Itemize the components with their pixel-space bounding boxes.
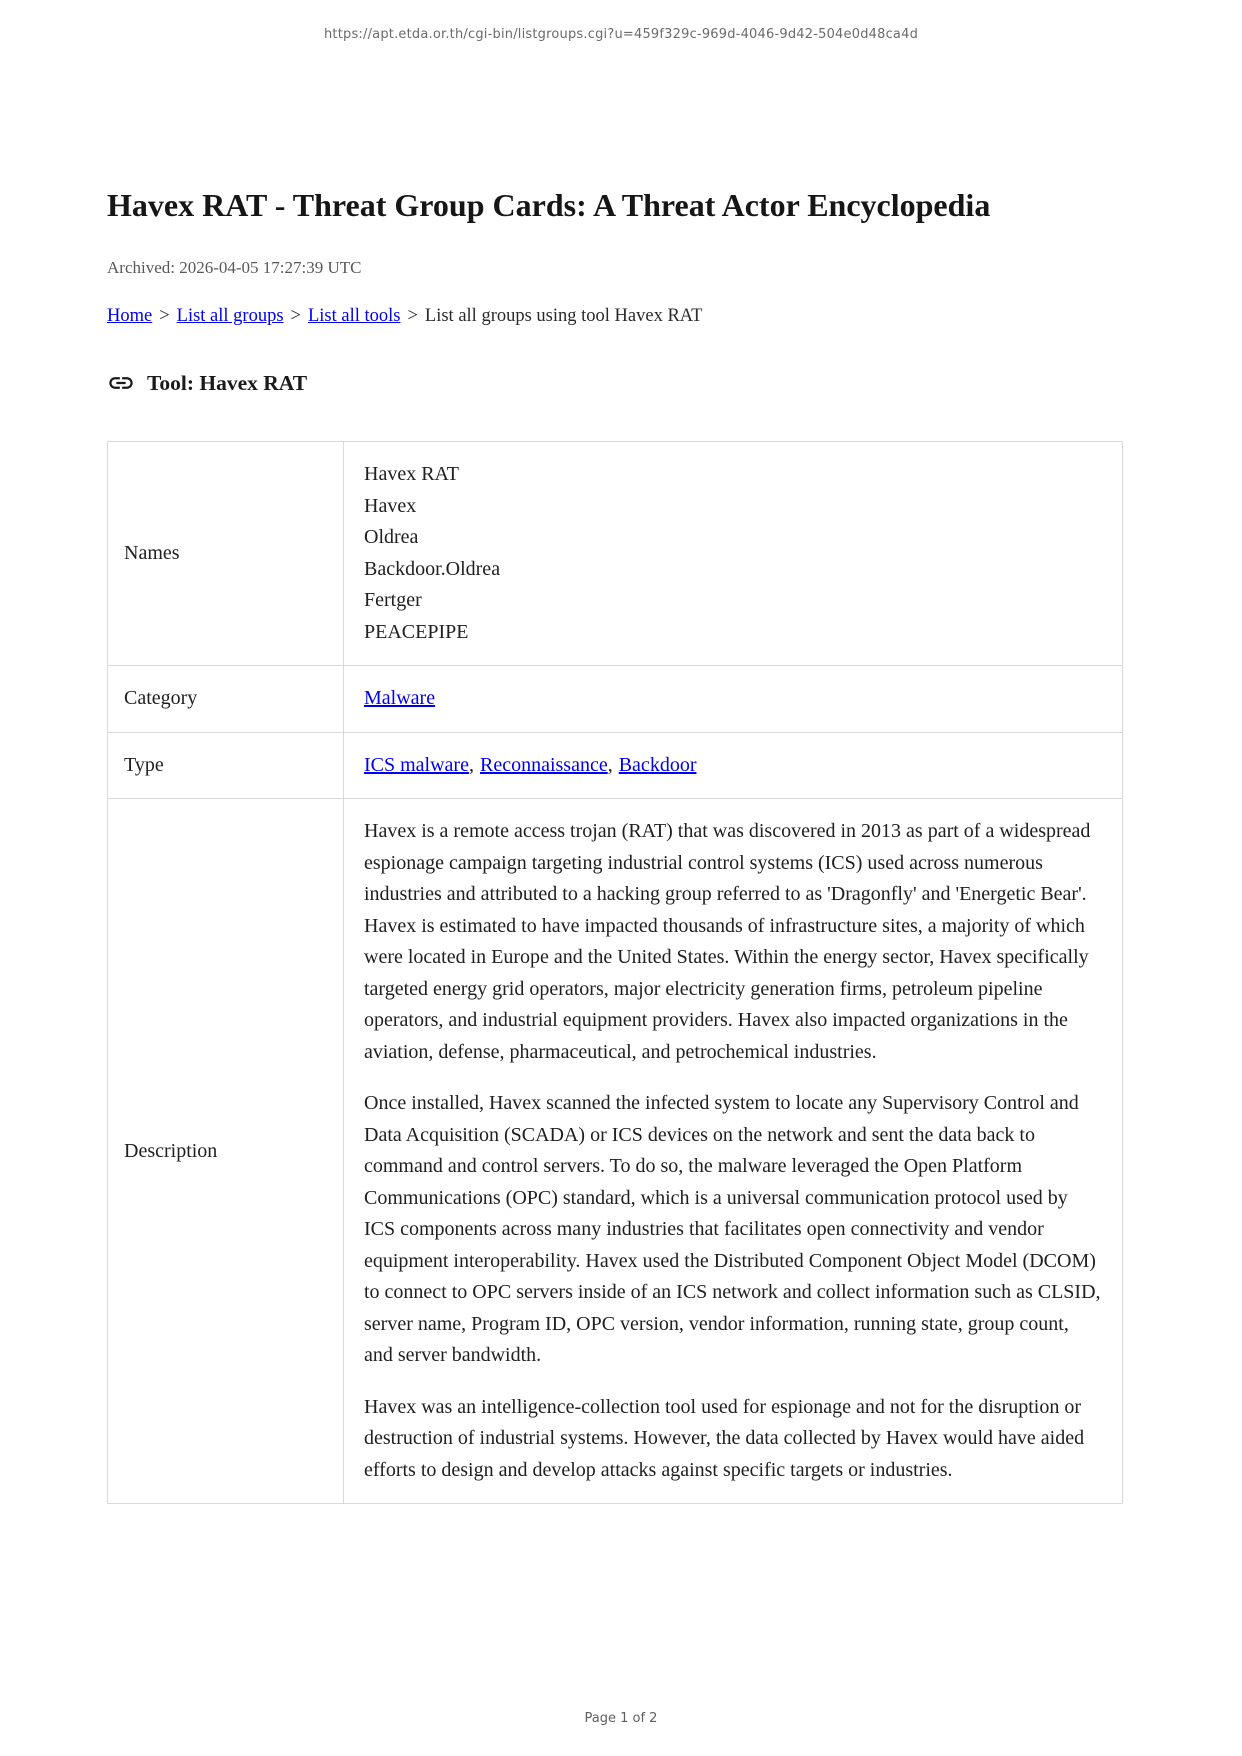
- breadcrumb-separator: >: [407, 306, 418, 327]
- tool-details-table: [107, 441, 1123, 1504]
- page-title: Havex RAT - Threat Group Cards: A Threat Actor Encyclopedia: [107, 187, 991, 223]
- description-paragraph: Once installed, Havex scanned the infected system to locate any Supervisory Control and Data Acquisition (SCADA) or ICS devices on the network and sent the data back to command and control servers. To do so, the malware leveraged the Open Platform Communications (OPC) standard, which is a universal communication protocol used by ICS components across many industries that facilitates open connectivity and vendor equipment interoperability. Havex used the Distributed Component Object Model (DCOM) to connect to OPC servers inside of an ICS network and collect information such as CLSID, server name, Program ID, OPC version, vendor information, running state, group count, and server bandwidth.: [364, 1092, 1101, 1367]
- tool-heading-label: Tool: Havex RAT: [147, 370, 308, 395]
- link-icon: [107, 369, 135, 397]
- tool-name-item: Oldrea: [364, 526, 419, 549]
- row-label-category: Category: [108, 666, 344, 733]
- tool-name-item: PEACEPIPE: [364, 620, 469, 643]
- print-header-url: https://apt.etda.or.th/cgi-bin/listgroups.cgi?u=459f329c-969d-4046-9d42-504e0d48ca4d: [323, 27, 919, 42]
- type-cell: [344, 732, 1123, 799]
- breadcrumb-link-list-all-tools[interactable]: List all tools: [307, 306, 401, 327]
- archived-timestamp: Archived: 2026-04-05 17:27:39 UTC: [107, 258, 362, 278]
- page-indicator: Page 1 of 2: [584, 1711, 658, 1726]
- breadcrumb-separator: >: [159, 306, 170, 327]
- table-row-type: [108, 732, 1123, 799]
- breadcrumb: [107, 306, 1136, 327]
- table-row-category: [108, 666, 1123, 733]
- breadcrumb-link-home[interactable]: Home: [107, 306, 153, 327]
- type-link-backdoor[interactable]: Backdoor: [618, 753, 697, 776]
- tool-name-item: Fertger: [364, 589, 422, 612]
- tool-name-item: Havex: [364, 494, 417, 517]
- table-row-names: [108, 442, 1123, 666]
- list-separator: ,: [468, 753, 474, 776]
- names-cell: [344, 442, 1123, 666]
- row-label-description: Description: [108, 799, 344, 1504]
- breadcrumb-current: List all groups using tool Havex RAT: [424, 306, 703, 327]
- tool-name-item: Havex RAT: [364, 463, 459, 486]
- category-link-malware[interactable]: Malware: [364, 687, 436, 710]
- tool-name-item: Backdoor.Oldrea: [364, 557, 501, 580]
- category-cell: [344, 666, 1123, 733]
- type-link-reconnaissance[interactable]: Reconnaissance: [479, 753, 608, 776]
- type-link-ics-malware[interactable]: ICS malware: [364, 753, 469, 776]
- breadcrumb-separator: >: [290, 306, 301, 327]
- permalink-anchor[interactable]: [107, 369, 135, 397]
- row-label-type: Type: [108, 732, 344, 799]
- list-separator: ,: [607, 753, 613, 776]
- table-row-description: [108, 799, 1123, 1504]
- description-cell: [344, 799, 1123, 1504]
- description-paragraph: Havex was an intelligence-collection tool used for espionage and not for the disruption or destruction of industrial systems. However, the data collected by Havex would have aided efforts to design and develop attacks against specific targets or industries.: [364, 1395, 1085, 1481]
- tool-heading: [107, 369, 1136, 397]
- row-label-names: Names: [108, 442, 344, 666]
- description-paragraph: Havex is a remote access trojan (RAT) that was discovered in 2013 as part of a widespread espionage campaign targeting industrial control systems (ICS) used across numerous industries and attributed to a hacking group referred to as 'Dragonfly' and 'Energetic Bear'. Havex is estimated to have impacted thousands of infrastructure sites, a majority of which were located in Europe and the United States. Within the energy sector, Havex specifically targeted energy grid operators, major electricity generation firms, petroleum pipeline operators, and industrial equipment providers. Havex also impacted organizations in the aviation, defense, pharmaceutical, and petrochemical industries.: [364, 820, 1091, 1063]
- breadcrumb-link-list-all-groups[interactable]: List all groups: [176, 306, 284, 327]
